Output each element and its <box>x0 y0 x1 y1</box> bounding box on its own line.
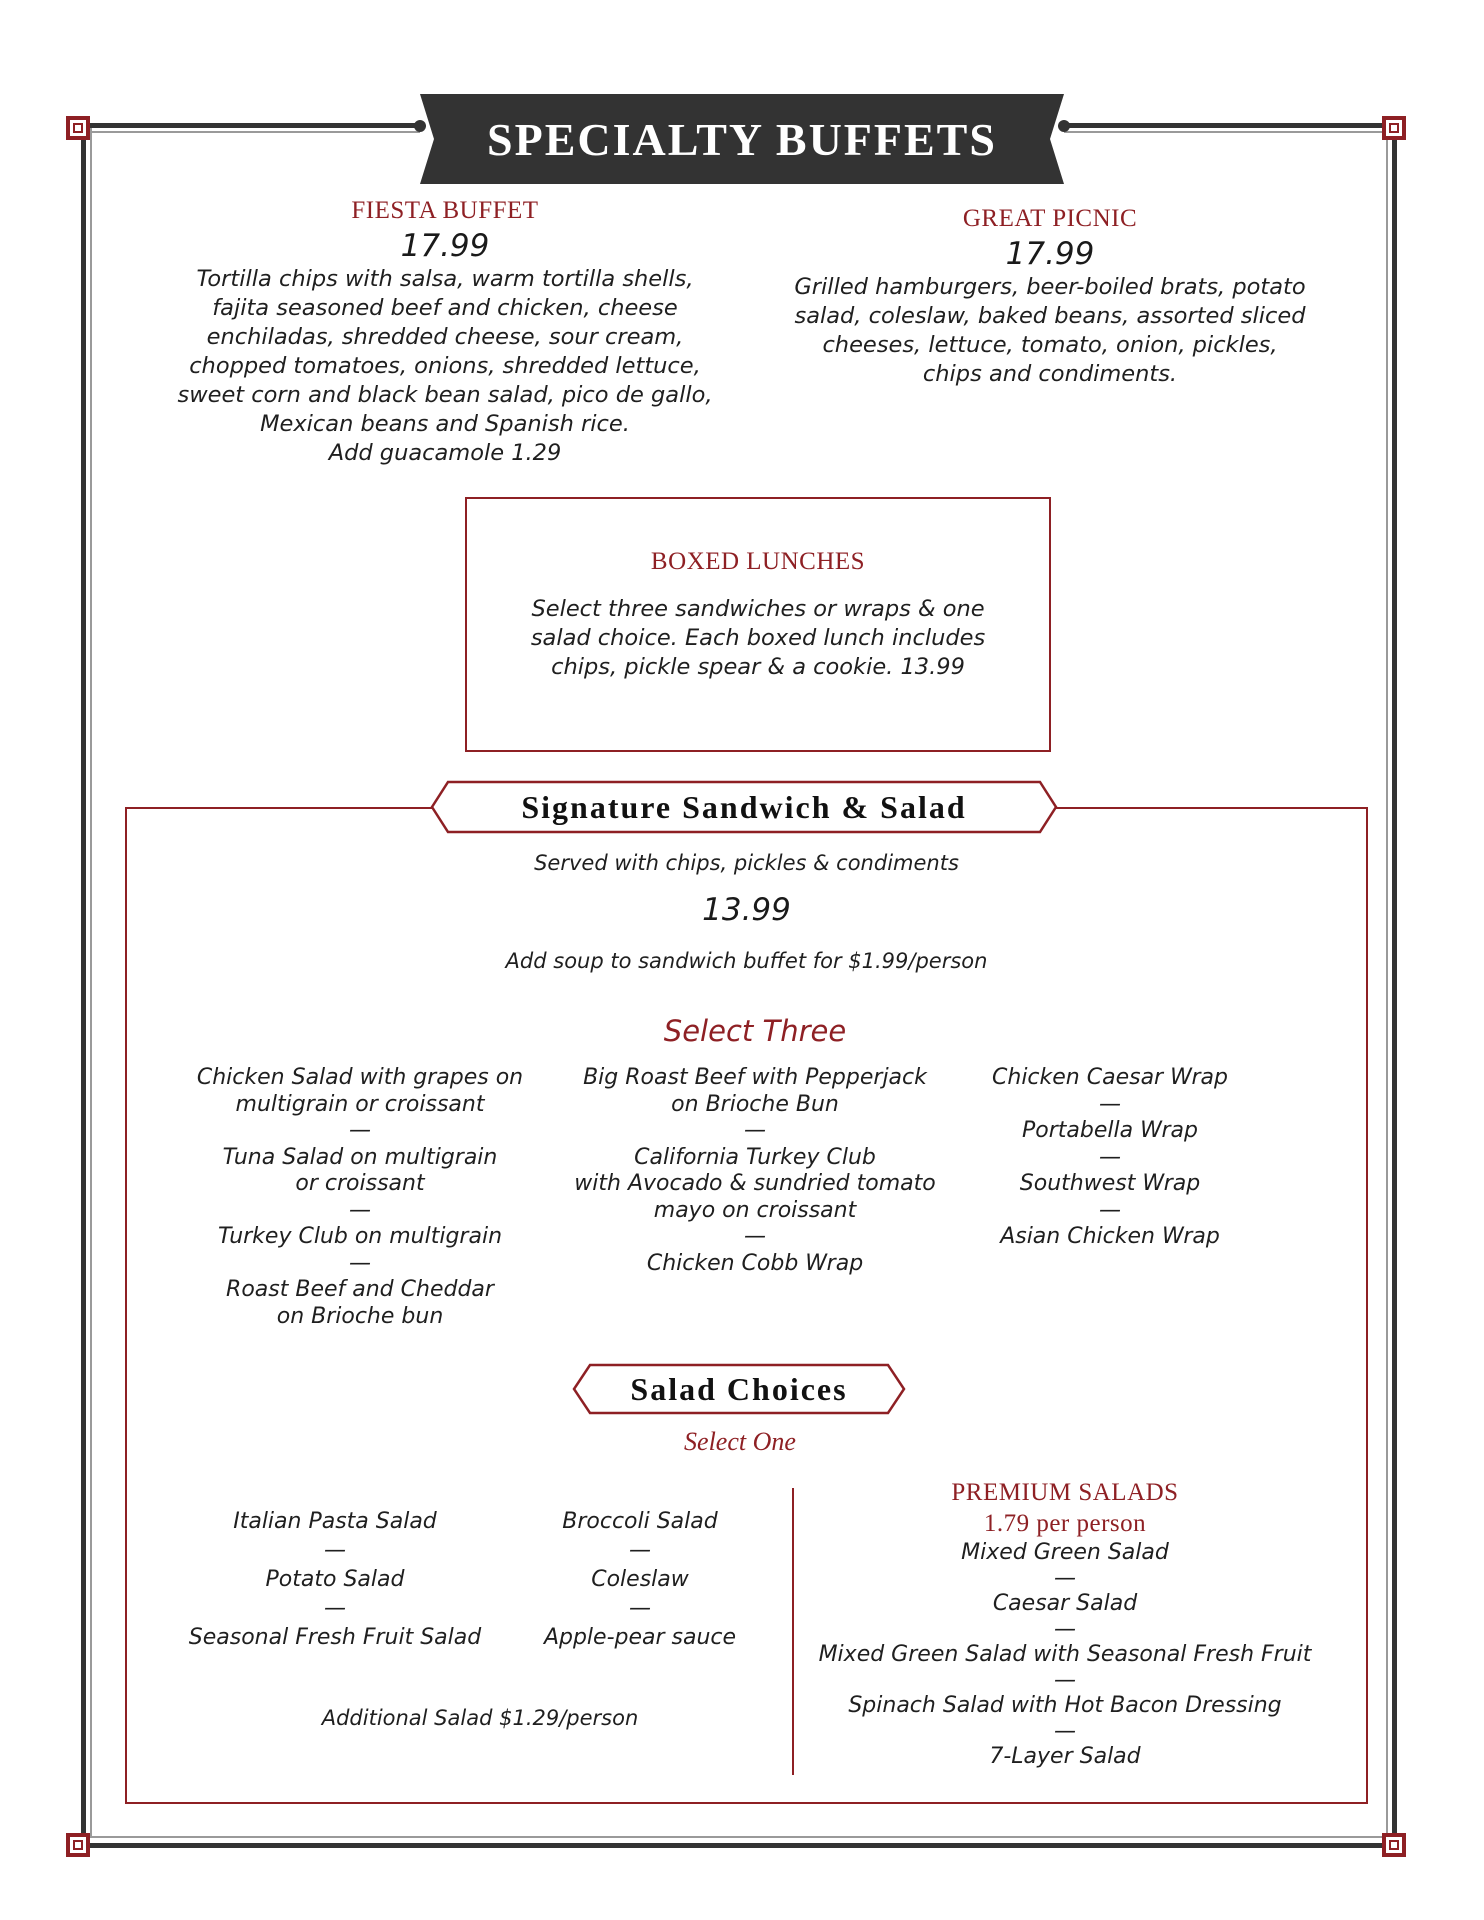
list-item: California Turkey Club with Avocado & sundried tomato mayo on croissant <box>574 1144 936 1223</box>
boxed-lunches-box <box>465 497 1051 752</box>
fiesta-buffet-section <box>140 195 750 468</box>
corner-ornament <box>1382 116 1406 140</box>
list-item: Turkey Club on multigrain <box>217 1224 503 1249</box>
list-item: Italian Pasta Salad <box>233 1509 437 1534</box>
list-item: Seasonal Fresh Fruit Salad <box>188 1625 482 1650</box>
list-item: Coleslaw <box>591 1567 689 1592</box>
salad-column-2: Broccoli Salad — Coleslaw — Apple-pear sauce <box>520 1507 760 1652</box>
corner-ornament <box>1382 1833 1406 1857</box>
fiesta-title: FIESTA BUFFET <box>351 197 539 224</box>
premium-salads-section: PREMIUM SALADS 1.79 per person Mixed Green Salad — Caesar Salad — Mixed Green Salad with Seasonal Fresh Fruit — Spinach Salad with Hot Bacon Dressing — 7-Layer Salad <box>805 1478 1325 1770</box>
boxed-description: Select three sandwiches or wraps & one salad choice. Each boxed lunch includes chips, pickle spear & a cookie. 13.99 <box>530 596 986 680</box>
great-picnic-section <box>745 203 1355 389</box>
picnic-description: Grilled hamburgers, beer-boiled brats, potato salad, coleslaw, baked beans, assorted sliced cheeses, lettuce, tomato, onion, pickles, chips and condiments. <box>794 274 1306 387</box>
list-item: Chicken Cobb Wrap <box>646 1250 864 1276</box>
list-item: Southwest Wrap <box>1019 1171 1201 1196</box>
sandwich-column-3: Chicken Caesar Wrap — Portabella Wrap — Southwest Wrap — Asian Chicken Wrap <box>930 1065 1290 1251</box>
premium-price: 1.79 per person <box>983 1510 1147 1537</box>
list-item: Mixed Green Salad with Seasonal Fresh Fruit <box>818 1642 1312 1667</box>
list-item: Big Roast Beef with Pepperjack on Brioche Bun <box>583 1065 927 1117</box>
signature-price: 13.99 <box>702 892 791 928</box>
fiesta-price: 17.99 <box>400 228 490 264</box>
add-soup-note: Add soup to sandwich buffet for $1.99/person <box>505 949 988 973</box>
list-item: Caesar Salad <box>992 1591 1138 1616</box>
salad-choices-title: Salad Choices <box>630 1370 848 1407</box>
boxed-title: BOXED LUNCHES <box>650 548 866 575</box>
list-item: Apple-pear sauce <box>543 1625 737 1650</box>
premium-title: PREMIUM SALADS <box>951 1479 1179 1506</box>
list-item: Spinach Salad with Hot Bacon Dressing <box>848 1693 1282 1718</box>
signature-served-note: Served with chips, pickles & condiments <box>534 851 959 875</box>
select-one-label: Select One <box>684 1427 796 1456</box>
salad-divider <box>792 1488 794 1775</box>
additional-salad-note: Additional Salad $1.29/person <box>321 1706 639 1730</box>
sandwich-column-2: Big Roast Beef with Pepperjack on Brioche Bun — California Turkey Club with Avocado & sundried tomato mayo on croissant — Chicken Cobb Wrap <box>545 1065 965 1277</box>
list-item: Broccoli Salad <box>562 1509 718 1534</box>
list-item: Potato Salad <box>265 1567 405 1592</box>
list-item: Tuna Salad on multigrain or croissant <box>222 1144 498 1196</box>
list-item: 7-Layer Salad <box>989 1744 1141 1769</box>
sandwich-column-1: Chicken Salad with grapes on multigrain or croissant — Tuna Salad on multigrain or croissant — Turkey Club on multigrain — Roast Beef and Cheddar on Brioche bun <box>160 1065 560 1330</box>
corner-ornament <box>66 116 90 140</box>
fiesta-description: Tortilla chips with salsa, warm tortilla shells, fajita seasoned beef and chicken, cheese enchiladas, shredded cheese, sour cream, chopped tomatoes, onions, shredded lettuce, sweet corn and black bean salad, pico de gallo, Mexican beans and Spanish rice. Add guacamole 1.29 <box>177 266 713 466</box>
salad-column-1: Italian Pasta Salad — Potato Salad — Seasonal Fresh Fruit Salad <box>160 1507 510 1652</box>
list-item: Chicken Caesar Wrap <box>992 1065 1228 1090</box>
corner-ornament <box>66 1833 90 1857</box>
select-three-label: Select Three <box>663 1014 847 1048</box>
page-title: SPECIALTY BUFFETS <box>487 113 997 165</box>
list-item: Portabella Wrap <box>1022 1118 1198 1143</box>
picnic-title: GREAT PICNIC <box>962 205 1138 232</box>
list-item: Roast Beef and Cheddar on Brioche bun <box>226 1277 494 1329</box>
picnic-price: 17.99 <box>1005 236 1095 272</box>
list-item: Asian Chicken Wrap <box>1000 1224 1220 1249</box>
signature-title: Signature Sandwich & Salad <box>521 788 967 825</box>
list-item: Chicken Salad with grapes on multigrain or croissant <box>196 1065 524 1117</box>
list-item: Mixed Green Salad <box>961 1540 1169 1565</box>
